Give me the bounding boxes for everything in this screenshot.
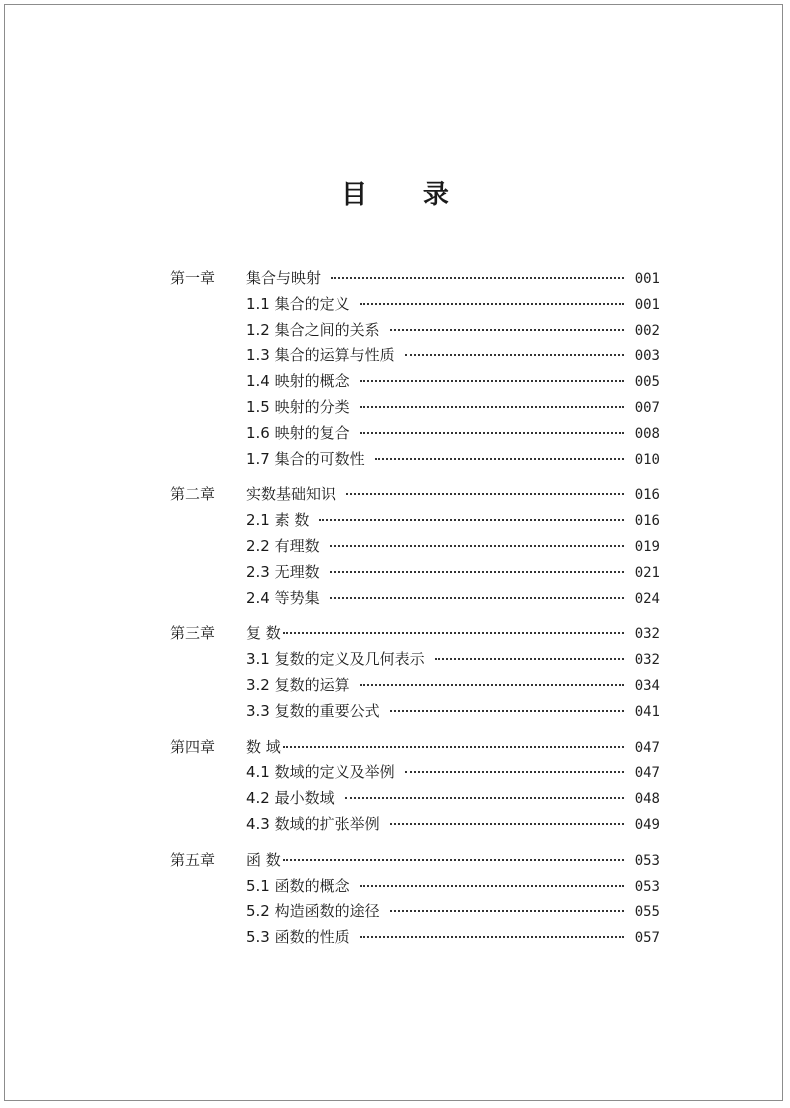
chapter-title: 函 数	[246, 850, 281, 869]
chapter-title: 实数基础知识	[246, 485, 337, 504]
page-number: 016	[634, 513, 660, 530]
dot-leader	[390, 710, 624, 712]
chapter-row[interactable]	[170, 621, 660, 647]
table-of-contents	[170, 266, 660, 961]
page-number: 034	[634, 677, 660, 694]
section-row[interactable]	[170, 343, 660, 369]
chapter-row[interactable]	[170, 482, 660, 508]
chapter-title: 集合与映射	[246, 269, 322, 287]
dot-leader	[283, 859, 624, 861]
section-title: 2.3 无理数	[246, 562, 320, 581]
page-number: 001	[634, 271, 660, 287]
dot-leader	[330, 545, 624, 547]
section-row[interactable]	[170, 586, 660, 612]
dot-leader	[360, 406, 624, 408]
section-row[interactable]	[170, 925, 660, 951]
chapter-title: 复 数	[246, 624, 281, 643]
page-number: 055	[634, 904, 660, 921]
dot-leader	[283, 746, 624, 748]
section-row[interactable]	[170, 812, 660, 838]
section-row[interactable]	[170, 421, 660, 447]
dot-leader	[283, 632, 624, 634]
section-title: 4.2 最小数域	[246, 789, 335, 808]
dot-leader	[346, 493, 624, 495]
dot-leader	[390, 329, 624, 331]
dot-leader	[360, 380, 624, 382]
section-title: 3.1 复数的定义及几何表示	[246, 650, 425, 669]
page-number: 047	[634, 739, 660, 756]
section-row[interactable]	[170, 318, 660, 344]
chapter-4	[170, 735, 660, 838]
section-title: 3.3 复数的重要公式	[246, 701, 380, 720]
section-title: 2.2 有理数	[246, 536, 320, 555]
page-number: 010	[634, 451, 660, 468]
section-row[interactable]	[170, 647, 660, 673]
section-title: 5.1 函数的概念	[246, 876, 350, 895]
page-number: 021	[634, 564, 660, 581]
chapter-number: 第四章	[170, 737, 216, 756]
dot-leader	[360, 303, 624, 305]
section-title: 1.5 映射的分类	[246, 397, 350, 416]
chapter-2	[170, 482, 660, 611]
dot-leader	[330, 571, 624, 573]
page-number: 049	[634, 816, 660, 833]
dot-leader	[360, 684, 624, 686]
page-number: 008	[634, 425, 660, 442]
dot-leader	[375, 458, 624, 460]
page-number: 032	[634, 652, 660, 669]
page-number: 019	[634, 538, 660, 555]
chapter-title: 数 域	[246, 737, 281, 756]
page-number: 032	[634, 626, 660, 643]
page-number: 047	[634, 765, 660, 782]
chapter-row[interactable]	[170, 266, 660, 292]
section-row[interactable]	[170, 560, 660, 586]
section-row[interactable]	[170, 534, 660, 560]
section-row[interactable]	[170, 786, 660, 812]
section-title: 1.2 集合之间的关系	[246, 320, 380, 339]
page-number: 016	[634, 487, 660, 504]
dot-leader	[330, 597, 624, 599]
chapter-number: 第五章	[170, 850, 216, 869]
chapter-5	[170, 848, 660, 951]
section-title: 5.3 函数的性质	[246, 928, 350, 947]
section-title: 2.4 等势集	[246, 588, 320, 607]
page-number: 057	[634, 930, 660, 947]
chapter-3	[170, 621, 660, 724]
section-title: 4.1 数域的定义及举例	[246, 763, 395, 782]
dot-leader	[331, 277, 624, 279]
page-number: 005	[634, 374, 660, 391]
dot-leader	[360, 432, 624, 434]
chapter-row[interactable]	[170, 735, 660, 761]
section-title: 2.1 素 数	[246, 511, 310, 530]
section-title: 5.2 构造函数的途径	[246, 902, 380, 921]
section-row[interactable]	[170, 699, 660, 725]
chapter-number: 第二章	[170, 485, 216, 504]
dot-leader	[360, 885, 624, 887]
section-title: 4.3 数域的扩张举例	[246, 814, 380, 833]
page-number: 002	[634, 322, 660, 339]
page-number: 024	[634, 590, 660, 607]
section-title: 1.6 映射的复合	[246, 423, 350, 442]
dot-leader	[360, 936, 624, 938]
dot-leader	[390, 910, 624, 912]
section-row[interactable]	[170, 899, 660, 925]
page-number: 001	[634, 296, 660, 313]
section-row[interactable]	[170, 760, 660, 786]
dot-leader	[345, 797, 624, 799]
section-title: 1.7 集合的可数性	[246, 449, 365, 468]
page-number: 003	[634, 348, 660, 365]
section-row[interactable]	[170, 369, 660, 395]
section-title: 1.3 集合的运算与性质	[246, 346, 395, 365]
section-row[interactable]	[170, 447, 660, 473]
page-number: 053	[634, 878, 660, 895]
page-title: 目 录	[341, 180, 473, 210]
dot-leader	[319, 519, 624, 521]
section-row[interactable]	[170, 292, 660, 318]
section-row[interactable]	[170, 673, 660, 699]
dot-leader	[405, 771, 624, 773]
chapter-number: 第一章	[170, 269, 216, 287]
page-number: 007	[634, 399, 660, 416]
section-row[interactable]	[170, 508, 660, 534]
chapter-1	[170, 266, 660, 472]
chapter-row[interactable]	[170, 848, 660, 874]
section-title: 1.1 集合的定义	[246, 294, 350, 313]
dot-leader	[390, 823, 624, 825]
page-number: 041	[634, 703, 660, 720]
section-title: 3.2 复数的运算	[246, 675, 350, 694]
dot-leader	[405, 354, 624, 356]
section-row[interactable]	[170, 874, 660, 900]
section-title: 1.4 映射的概念	[246, 372, 350, 391]
chapter-number: 第三章	[170, 624, 216, 643]
page-number: 048	[634, 791, 660, 808]
page-number: 053	[634, 852, 660, 869]
dot-leader	[435, 658, 624, 660]
section-row[interactable]	[170, 395, 660, 421]
